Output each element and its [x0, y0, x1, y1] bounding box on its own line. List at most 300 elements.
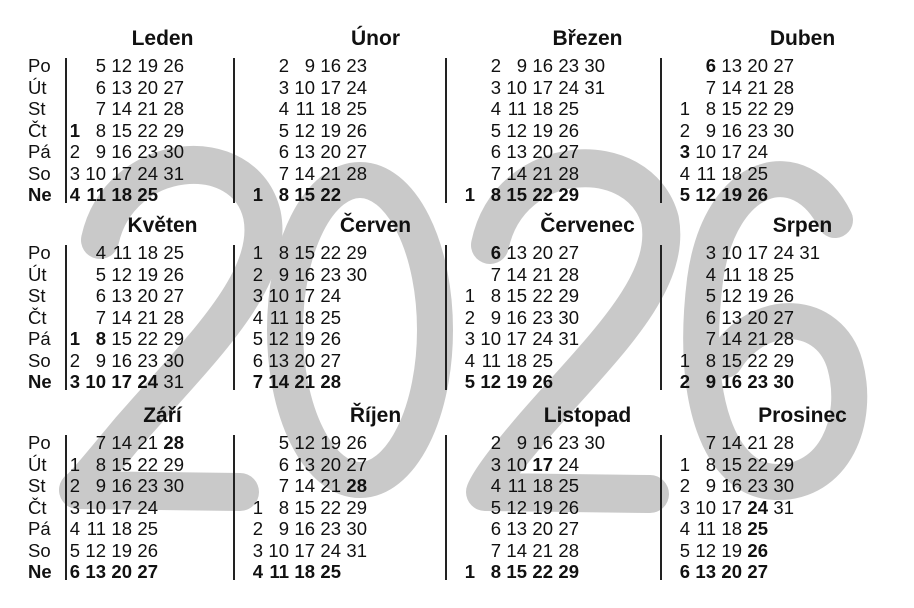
day-cell: 5 — [252, 328, 263, 349]
day-cell: 6 — [705, 55, 716, 76]
weekday-label: Pá — [28, 328, 51, 349]
day-cell: 3 — [490, 76, 501, 98]
month-únor — [233, 28, 458, 218]
day-cell: 4 — [464, 349, 475, 371]
day-cell: 28 — [163, 98, 184, 119]
day-cell: 17 — [111, 371, 132, 392]
day-cell: 2 — [69, 475, 80, 496]
day-cell: 16 — [320, 55, 341, 76]
day-cell: 25 — [346, 98, 367, 119]
day-cell: 31 — [773, 496, 794, 518]
day-cell: 9 — [490, 306, 501, 328]
month-květen — [20, 215, 245, 405]
day-cell: 6 — [705, 306, 716, 328]
day-cell: 14 — [721, 76, 742, 98]
month-separator — [445, 435, 447, 580]
day-cell: 28 — [320, 371, 341, 392]
day-cell: 13 — [294, 141, 315, 162]
day-cell: 12 — [111, 263, 132, 285]
day-cell: 1 — [679, 98, 690, 119]
day-cell: 23 — [558, 55, 579, 76]
day-cell: 11 — [507, 475, 527, 496]
day-cell: 12 — [111, 55, 132, 76]
day-cell: 26 — [558, 119, 579, 141]
day-cell: 14 — [294, 162, 315, 184]
day-cell: 17 — [721, 141, 742, 162]
day-cell: 16 — [294, 518, 315, 539]
day-cell: 7 — [705, 432, 716, 453]
day-cell: 23 — [532, 306, 553, 328]
day-cell: 5 — [490, 496, 501, 518]
day-cell: 30 — [584, 432, 605, 453]
day-cell: 26 — [747, 184, 768, 205]
day-cell: 8 — [278, 242, 289, 263]
day-cell: 24 — [320, 285, 341, 306]
day-cell: 4 — [679, 518, 690, 539]
day-cell: 16 — [111, 141, 132, 162]
day-cell: 21 — [320, 475, 341, 496]
day-cell: 17 — [320, 76, 341, 98]
day-cell: 17 — [111, 162, 132, 184]
day-cell: 16 — [721, 475, 742, 496]
day-cell: 9 — [95, 349, 106, 371]
day-cell: 8 — [705, 98, 716, 119]
day-cell: 12 — [695, 539, 716, 561]
day-cell: 10 — [695, 141, 716, 162]
day-cell: 10 — [506, 76, 527, 98]
month-title: Prosinec — [758, 404, 847, 427]
day-cell: 30 — [163, 475, 184, 496]
day-cell: 26 — [346, 432, 367, 453]
day-cell: 28 — [346, 475, 367, 496]
day-cell: 14 — [506, 539, 527, 561]
weekday-label: Po — [28, 432, 51, 453]
day-cell: 10 — [506, 453, 527, 475]
day-cell: 20 — [747, 55, 768, 76]
month-title: Červenec — [540, 214, 635, 237]
day-cell: 18 — [721, 162, 742, 184]
day-cell: 24 — [320, 539, 341, 561]
day-cell: 14 — [721, 328, 742, 349]
day-cell: 20 — [747, 306, 768, 328]
day-cell: 4 — [490, 98, 501, 119]
day-cell: 29 — [346, 496, 367, 518]
day-cell: 17 — [721, 496, 742, 518]
day-cell: 2 — [69, 349, 80, 371]
day-cell: 16 — [111, 349, 132, 371]
day-cell: 24 — [558, 453, 579, 475]
month-listopad — [445, 405, 670, 595]
day-cell: 19 — [747, 285, 768, 306]
day-cell: 2 — [69, 141, 80, 162]
day-cell: 3 — [705, 242, 716, 263]
month-červenec — [445, 215, 670, 405]
day-cell: 20 — [320, 141, 341, 162]
day-cell: 4 — [490, 475, 501, 496]
day-cell: 20 — [532, 141, 553, 162]
day-cell: 22 — [532, 285, 553, 306]
day-cell: 19 — [111, 539, 132, 561]
day-cell: 4 — [69, 184, 80, 205]
month-březen — [445, 28, 670, 218]
day-cell: 21 — [747, 432, 768, 453]
day-cell: 27 — [320, 349, 341, 371]
day-cell: 4 — [252, 306, 263, 328]
day-cell: 19 — [506, 371, 527, 392]
day-cell: 5 — [95, 263, 106, 285]
day-cell: 12 — [695, 184, 716, 205]
weekday-label: Čt — [28, 119, 47, 141]
day-cell: 11 — [86, 184, 106, 205]
day-cell: 9 — [705, 371, 716, 392]
day-cell: 25 — [137, 184, 158, 205]
day-cell: 23 — [346, 55, 367, 76]
day-cell: 1 — [69, 119, 80, 141]
day-cell: 9 — [95, 141, 106, 162]
day-cell: 2 — [252, 263, 263, 285]
day-cell: 29 — [558, 285, 579, 306]
day-cell: 26 — [346, 119, 367, 141]
day-cell: 14 — [721, 432, 742, 453]
day-cell: 13 — [695, 561, 716, 582]
day-cell: 9 — [278, 263, 289, 285]
month-title: Listopad — [543, 404, 632, 427]
day-cell: 24 — [773, 242, 794, 263]
day-cell: 17 — [532, 453, 553, 475]
day-cell: 11 — [696, 162, 716, 184]
weekday-label: Čt — [28, 496, 47, 518]
day-cell: 5 — [705, 285, 716, 306]
day-cell: 20 — [532, 242, 553, 263]
day-cell: 13 — [111, 285, 132, 306]
day-cell: 20 — [532, 518, 553, 539]
day-cell: 11 — [112, 242, 132, 263]
day-cell: 2 — [278, 55, 289, 76]
day-cell: 15 — [111, 453, 132, 475]
month-title: Březen — [552, 27, 623, 50]
day-cell: 30 — [346, 518, 367, 539]
day-cell: 29 — [773, 98, 794, 119]
day-cell: 11 — [696, 518, 716, 539]
month-prosinec — [660, 405, 885, 595]
day-cell: 1 — [69, 453, 80, 475]
day-cell: 25 — [137, 518, 158, 539]
day-cell: 26 — [320, 328, 341, 349]
month-červen — [233, 215, 458, 405]
day-cell: 26 — [747, 539, 768, 561]
day-cell: 28 — [773, 328, 794, 349]
day-cell: 1 — [69, 328, 80, 349]
weekday-label: So — [28, 162, 51, 184]
day-cell: 26 — [532, 371, 553, 392]
day-cell: 31 — [163, 162, 184, 184]
day-cell: 8 — [490, 285, 501, 306]
day-cell: 18 — [137, 242, 158, 263]
day-cell: 12 — [480, 371, 501, 392]
day-cell: 15 — [294, 184, 315, 205]
weekday-label: Út — [28, 263, 47, 285]
day-cell: 22 — [320, 496, 341, 518]
day-cell: 18 — [506, 349, 527, 371]
day-cell: 2 — [679, 119, 690, 141]
month-title: Červen — [339, 214, 412, 237]
day-cell: 3 — [252, 285, 263, 306]
day-cell: 7 — [490, 263, 501, 285]
day-cell: 12 — [721, 285, 742, 306]
day-cell: 2 — [679, 475, 690, 496]
day-cell: 23 — [137, 141, 158, 162]
day-cell: 31 — [346, 539, 367, 561]
day-cell: 27 — [773, 55, 794, 76]
day-cell: 30 — [773, 119, 794, 141]
day-cell: 13 — [268, 349, 289, 371]
weekday-label: Út — [28, 76, 47, 98]
day-cell: 19 — [721, 184, 742, 205]
day-cell: 25 — [320, 306, 341, 328]
month-říjen — [233, 405, 458, 595]
weekday-label: St — [28, 285, 46, 306]
day-cell: 11 — [295, 98, 315, 119]
day-cell: 14 — [506, 263, 527, 285]
weekday-label: Pá — [28, 141, 51, 162]
day-cell: 17 — [532, 76, 553, 98]
day-cell: 1 — [252, 496, 263, 518]
day-cell: 20 — [111, 561, 132, 582]
day-cell: 26 — [163, 55, 184, 76]
day-cell: 16 — [721, 371, 742, 392]
day-cell: 4 — [69, 518, 80, 539]
day-cell: 6 — [490, 141, 501, 162]
day-cell: 5 — [95, 55, 106, 76]
day-cell: 21 — [294, 371, 315, 392]
weekday-label: Po — [28, 242, 51, 263]
day-cell: 15 — [506, 184, 527, 205]
day-cell: 28 — [558, 539, 579, 561]
day-cell: 30 — [773, 371, 794, 392]
day-cell: 27 — [558, 242, 579, 263]
day-cell: 5 — [69, 539, 80, 561]
day-cell: 11 — [269, 306, 289, 328]
day-cell: 5 — [490, 119, 501, 141]
day-cell: 24 — [747, 141, 768, 162]
day-cell: 24 — [137, 162, 158, 184]
day-cell: 28 — [558, 162, 579, 184]
day-cell: 22 — [320, 184, 341, 205]
day-cell: 17 — [294, 285, 315, 306]
weekday-label: So — [28, 349, 51, 371]
day-cell: 24 — [137, 496, 158, 518]
day-cell: 30 — [163, 141, 184, 162]
day-cell: 29 — [558, 184, 579, 205]
day-cell: 12 — [268, 328, 289, 349]
day-cell: 8 — [705, 349, 716, 371]
weekday-label: Po — [28, 55, 51, 76]
day-cell: 22 — [137, 328, 158, 349]
day-cell: 14 — [268, 371, 289, 392]
day-cell: 2 — [252, 518, 263, 539]
day-cell: 5 — [278, 432, 289, 453]
month-title: Srpen — [772, 214, 833, 237]
weekday-label: Út — [28, 453, 47, 475]
day-cell: 10 — [294, 76, 315, 98]
day-cell: 11 — [481, 349, 501, 371]
day-cell: 6 — [69, 561, 80, 582]
day-cell: 6 — [95, 76, 106, 98]
day-cell: 11 — [507, 98, 527, 119]
day-cell: 13 — [506, 141, 527, 162]
day-cell: 20 — [137, 285, 158, 306]
day-cell: 16 — [721, 119, 742, 141]
day-cell: 19 — [721, 539, 742, 561]
day-cell: 3 — [490, 453, 501, 475]
day-cell: 27 — [163, 285, 184, 306]
day-cell: 15 — [111, 328, 132, 349]
day-cell: 22 — [747, 349, 768, 371]
day-cell: 14 — [111, 98, 132, 119]
day-cell: 24 — [137, 371, 158, 392]
day-cell: 22 — [532, 184, 553, 205]
day-cell: 12 — [506, 496, 527, 518]
day-cell: 15 — [506, 285, 527, 306]
day-cell: 7 — [705, 76, 716, 98]
month-title: Září — [143, 404, 182, 427]
day-cell: 19 — [532, 119, 553, 141]
day-cell: 8 — [95, 328, 106, 349]
day-cell: 10 — [85, 371, 106, 392]
day-cell: 4 — [278, 98, 289, 119]
day-cell: 29 — [163, 119, 184, 141]
day-cell: 19 — [137, 263, 158, 285]
day-cell: 16 — [111, 475, 132, 496]
day-cell: 12 — [85, 539, 106, 561]
day-cell: 18 — [111, 518, 132, 539]
day-cell: 8 — [278, 184, 289, 205]
month-leden — [20, 28, 245, 218]
day-cell: 30 — [584, 55, 605, 76]
day-cell: 18 — [721, 518, 742, 539]
day-cell: 7 — [278, 162, 289, 184]
day-cell: 17 — [506, 328, 527, 349]
weekday-label: Ne — [28, 561, 52, 582]
day-cell: 3 — [679, 141, 690, 162]
day-cell: 27 — [558, 518, 579, 539]
day-cell: 30 — [558, 306, 579, 328]
day-cell: 1 — [464, 184, 475, 205]
day-cell: 14 — [294, 475, 315, 496]
day-cell: 21 — [137, 98, 158, 119]
day-cell: 22 — [320, 242, 341, 263]
day-cell: 10 — [721, 242, 742, 263]
month-title: Říjen — [349, 404, 402, 427]
day-cell: 29 — [773, 349, 794, 371]
day-cell: 15 — [506, 561, 527, 582]
day-cell: 21 — [137, 432, 158, 453]
day-cell: 3 — [464, 328, 475, 349]
day-cell: 7 — [490, 539, 501, 561]
day-cell: 10 — [480, 328, 501, 349]
day-cell: 22 — [747, 453, 768, 475]
day-cell: 29 — [346, 242, 367, 263]
day-cell: 28 — [773, 76, 794, 98]
day-cell: 2 — [464, 306, 475, 328]
day-cell: 26 — [137, 539, 158, 561]
day-cell: 25 — [558, 98, 579, 119]
day-cell: 27 — [747, 561, 768, 582]
day-cell: 23 — [320, 518, 341, 539]
day-cell: 3 — [679, 496, 690, 518]
day-cell: 18 — [320, 98, 341, 119]
day-cell: 6 — [679, 561, 690, 582]
day-cell: 7 — [252, 371, 263, 392]
day-cell: 28 — [346, 162, 367, 184]
day-cell: 25 — [532, 349, 553, 371]
day-cell: 7 — [705, 328, 716, 349]
day-cell: 31 — [163, 371, 184, 392]
day-cell: 25 — [320, 561, 341, 582]
day-cell: 18 — [294, 561, 315, 582]
day-cell: 21 — [747, 76, 768, 98]
day-cell: 16 — [532, 432, 553, 453]
day-cell: 12 — [506, 119, 527, 141]
day-cell: 23 — [747, 119, 768, 141]
day-cell: 4 — [705, 263, 716, 285]
day-cell: 29 — [773, 453, 794, 475]
day-cell: 10 — [85, 496, 106, 518]
day-cell: 24 — [532, 328, 553, 349]
day-cell: 8 — [705, 453, 716, 475]
day-cell: 7 — [95, 306, 106, 328]
day-cell: 6 — [490, 242, 501, 263]
day-cell: 13 — [721, 55, 742, 76]
day-cell: 25 — [773, 263, 794, 285]
day-cell: 15 — [111, 119, 132, 141]
day-cell: 6 — [278, 141, 289, 162]
day-cell: 9 — [705, 475, 716, 496]
day-cell: 13 — [85, 561, 106, 582]
day-cell: 25 — [163, 242, 184, 263]
day-cell: 4 — [95, 242, 106, 263]
day-cell: 21 — [320, 162, 341, 184]
day-cell: 5 — [464, 371, 475, 392]
day-cell: 27 — [346, 141, 367, 162]
day-cell: 8 — [490, 184, 501, 205]
day-cell: 3 — [69, 162, 80, 184]
day-cell: 12 — [294, 432, 315, 453]
day-cell: 21 — [532, 162, 553, 184]
day-cell: 6 — [95, 285, 106, 306]
month-září — [20, 405, 245, 595]
weekday-label: Ne — [28, 184, 52, 205]
weekday-label: St — [28, 98, 46, 119]
day-cell: 5 — [679, 184, 690, 205]
day-cell: 19 — [532, 496, 553, 518]
day-cell: 21 — [532, 263, 553, 285]
day-cell: 7 — [278, 475, 289, 496]
day-cell: 28 — [163, 432, 184, 453]
day-cell: 13 — [506, 518, 527, 539]
weekday-label: So — [28, 539, 51, 561]
day-cell: 15 — [721, 98, 742, 119]
day-cell: 7 — [95, 432, 106, 453]
day-cell: 10 — [695, 496, 716, 518]
day-cell: 18 — [532, 475, 553, 496]
day-cell: 18 — [294, 306, 315, 328]
day-cell: 30 — [773, 475, 794, 496]
day-cell: 2 — [490, 55, 501, 76]
day-cell: 27 — [346, 453, 367, 475]
day-cell: 6 — [252, 349, 263, 371]
day-cell: 3 — [69, 371, 80, 392]
